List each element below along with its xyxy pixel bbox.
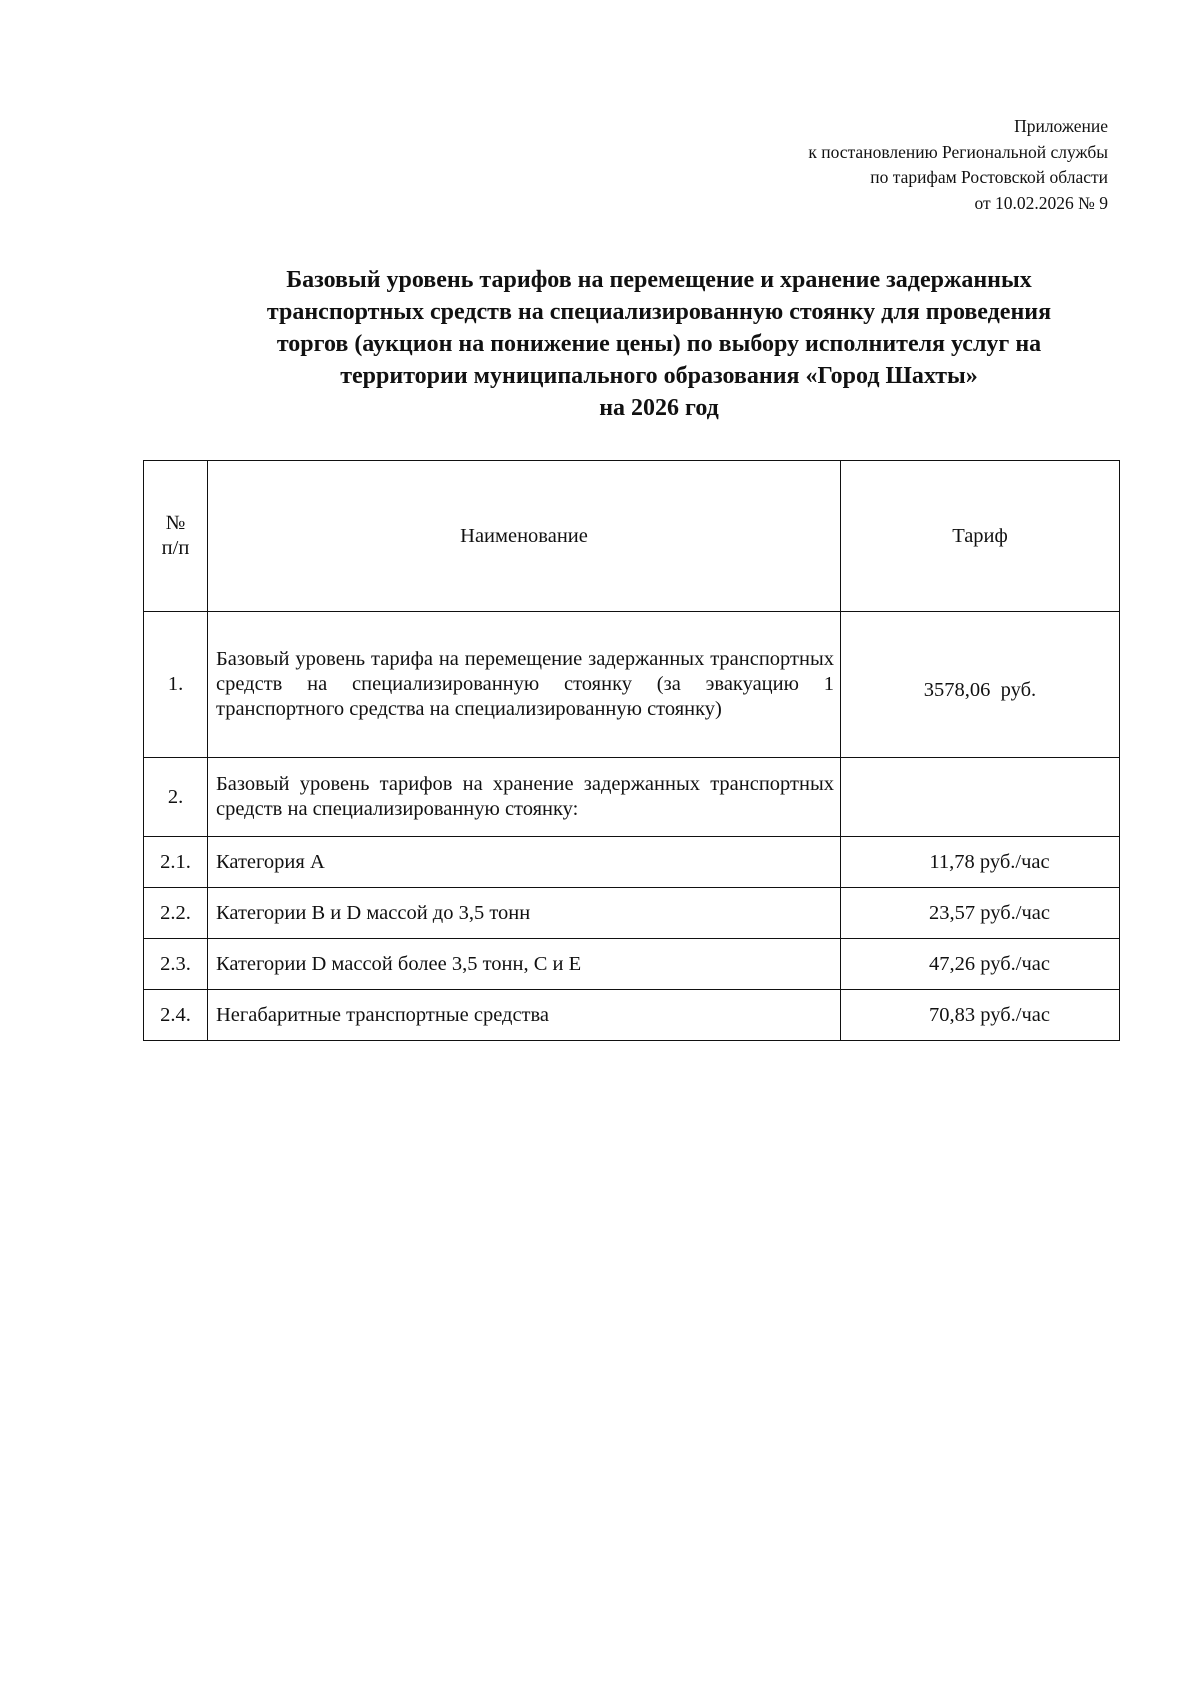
table-row <box>144 888 1120 939</box>
row-name: Категории В и D массой до 3,5 тонн <box>208 888 841 939</box>
row-tariff <box>841 612 1120 758</box>
table-row <box>144 990 1120 1041</box>
row-tariff: 23,57 руб./час <box>841 888 1120 939</box>
row-tariff <box>841 758 1120 837</box>
header-name: Наименование <box>208 461 841 612</box>
header-number <box>144 461 208 612</box>
row-name: Негабаритные транспортные средства <box>208 990 841 1041</box>
title-line-4: территории муниципального образования «Город Шахты» <box>340 363 978 389</box>
appendix-resolution-line: к постановлению Региональной службы <box>808 141 1108 162</box>
row-name: Категория А <box>208 837 841 888</box>
row-tariff: 47,26 руб./час <box>841 939 1120 990</box>
appendix-agency-line: по тарифам Ростовской области <box>870 167 1108 187</box>
row-number: 2. <box>144 758 208 837</box>
title-line-2: транспортных средств на специализированную стоянку для проведения <box>266 299 1052 325</box>
row-number: 2.4. <box>144 990 208 1041</box>
row-number: 2.1. <box>144 837 208 888</box>
title-line-5: на 2026 год <box>599 395 719 421</box>
title-line-3: торгов (аукцион на понижение цены) по выбору исполнителя услуг на <box>276 331 1042 357</box>
header-number-symbol: № <box>165 512 186 534</box>
row-name: Категории D массой более 3,5 тонн, С и Е <box>208 939 841 990</box>
appendix-date-number: от 10.02.2026 № 9 <box>974 192 1108 213</box>
document-title <box>144 264 1174 424</box>
table-header-row <box>144 461 1120 612</box>
row-number: 1. <box>144 612 208 758</box>
title-line-1: Базовый уровень тарифов на перемещение и хранение задержанных <box>286 267 1032 293</box>
header-tariff: Тариф <box>841 461 1120 612</box>
row-tariff: 11,78 руб./час <box>841 837 1120 888</box>
table-row <box>144 837 1120 888</box>
row-number: 2.3. <box>144 939 208 990</box>
header-number-abbrev: п/п <box>161 537 190 559</box>
appendix-label: Приложение <box>1014 116 1108 136</box>
tariff-table <box>143 460 1120 1041</box>
table-row <box>144 612 1120 758</box>
row-name: Базовый уровень тарифов на хранение задержанных транспортных средств на специализированную стоянку: <box>208 758 841 837</box>
row-name: Базовый уровень тарифа на перемещение задержанных транспортных средств на специализированную стоянку (за эвакуацию 1 транспортного средства на специализированную стоянку) <box>208 612 841 758</box>
row-tariff: 70,83 руб./час <box>841 990 1120 1041</box>
row-number: 2.2. <box>144 888 208 939</box>
appendix-reference <box>808 114 1108 216</box>
table-row <box>144 758 1120 837</box>
row-tariff-value: 3578,06 руб. <box>923 678 1037 701</box>
table-row <box>144 939 1120 990</box>
